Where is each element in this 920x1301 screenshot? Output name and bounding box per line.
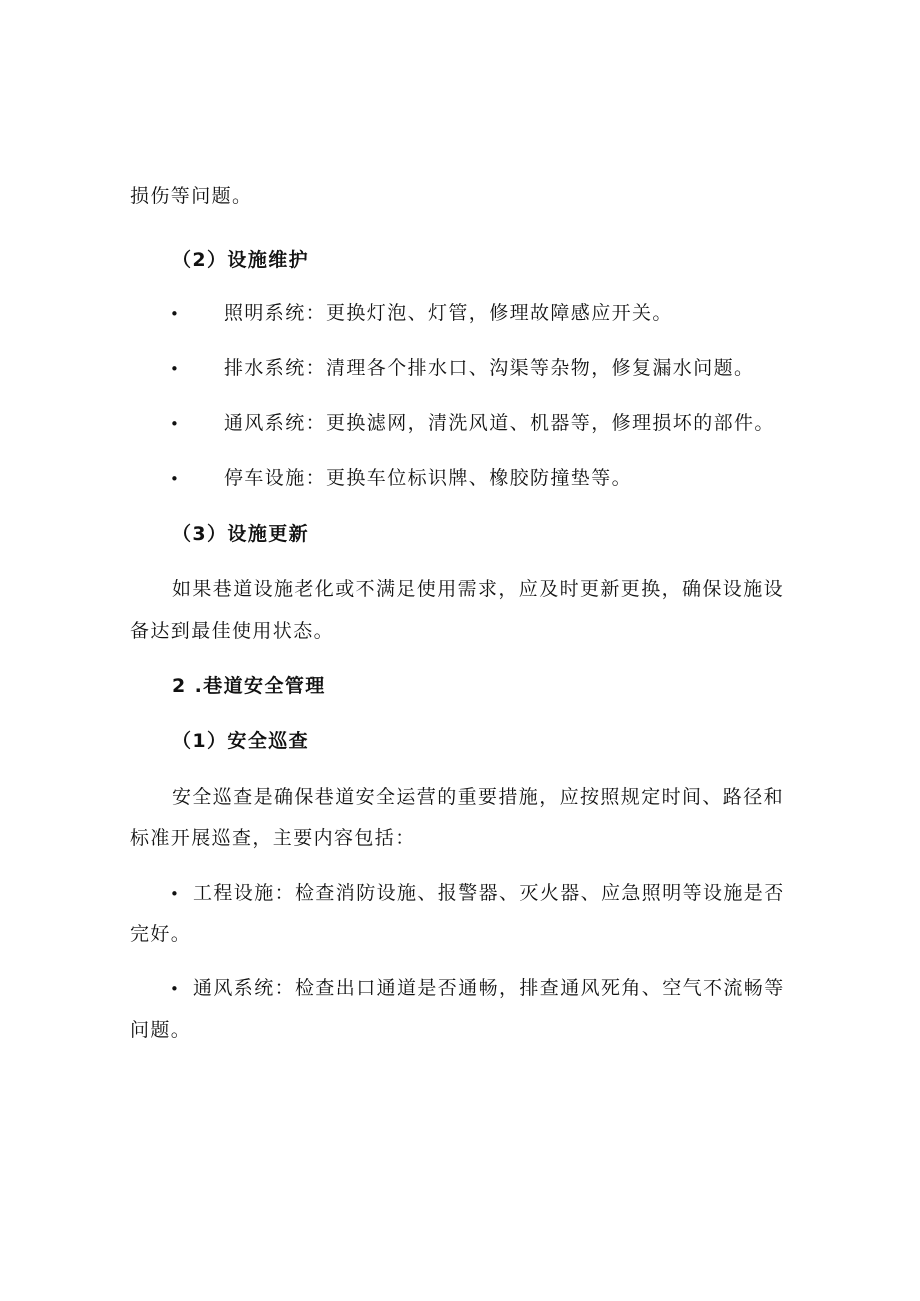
bullet-icon: • (170, 885, 179, 903)
subheading-patrol: （1）安全巡查 (172, 730, 310, 752)
list-item-engineering-line2: 完好。 (130, 923, 192, 945)
list-item-ventilation-check-line2: 问题。 (130, 1019, 192, 1041)
paragraph-patrol-line1: 安全巡查是确保巷道安全运营的重要措施，应按照规定时间、路径和 (172, 786, 785, 808)
paragraph-continuation: 损伤等问题。 (130, 185, 253, 207)
list-item-ventilation-check-line1: 通风系统：检查出口通道是否通畅，排查通风死角、空气不流畅等 (193, 977, 785, 999)
bullet-icon: • (170, 305, 179, 323)
list-item-parking: 停车设施：更换车位标识牌、橡胶防撞垫等。 (224, 467, 633, 489)
paragraph-update-line1: 如果巷道设施老化或不满足使用需求，应及时更新更换，确保设施设 (172, 578, 785, 600)
subheading-facility-update: （3）设施更新 (172, 523, 310, 545)
bullet-icon: • (170, 470, 179, 488)
paragraph-update-line2: 备达到最佳使用状态。 (130, 620, 335, 642)
section-heading-safety: 2 .巷道安全管理 (172, 675, 326, 697)
bullet-icon: • (170, 415, 179, 433)
list-item-engineering-line1: 工程设施：检查消防设施、报警器、灭火器、应急照明等设施是否 (193, 882, 785, 904)
subheading-facility-maintenance: （2）设施维护 (172, 249, 310, 271)
list-item-lighting: 照明系统：更换灯泡、灯管，修理故障感应开关。 (224, 302, 673, 324)
bullet-icon: • (170, 360, 179, 378)
list-item-drainage: 排水系统：清理各个排水口、沟渠等杂物，修复漏水问题。 (224, 357, 755, 379)
bullet-icon: • (170, 980, 179, 998)
list-item-ventilation: 通风系统：更换滤网，清洗风道、机器等，修理损坏的部件。 (224, 412, 775, 434)
paragraph-patrol-line2: 标准开展巡查，主要内容包括： (130, 827, 416, 849)
